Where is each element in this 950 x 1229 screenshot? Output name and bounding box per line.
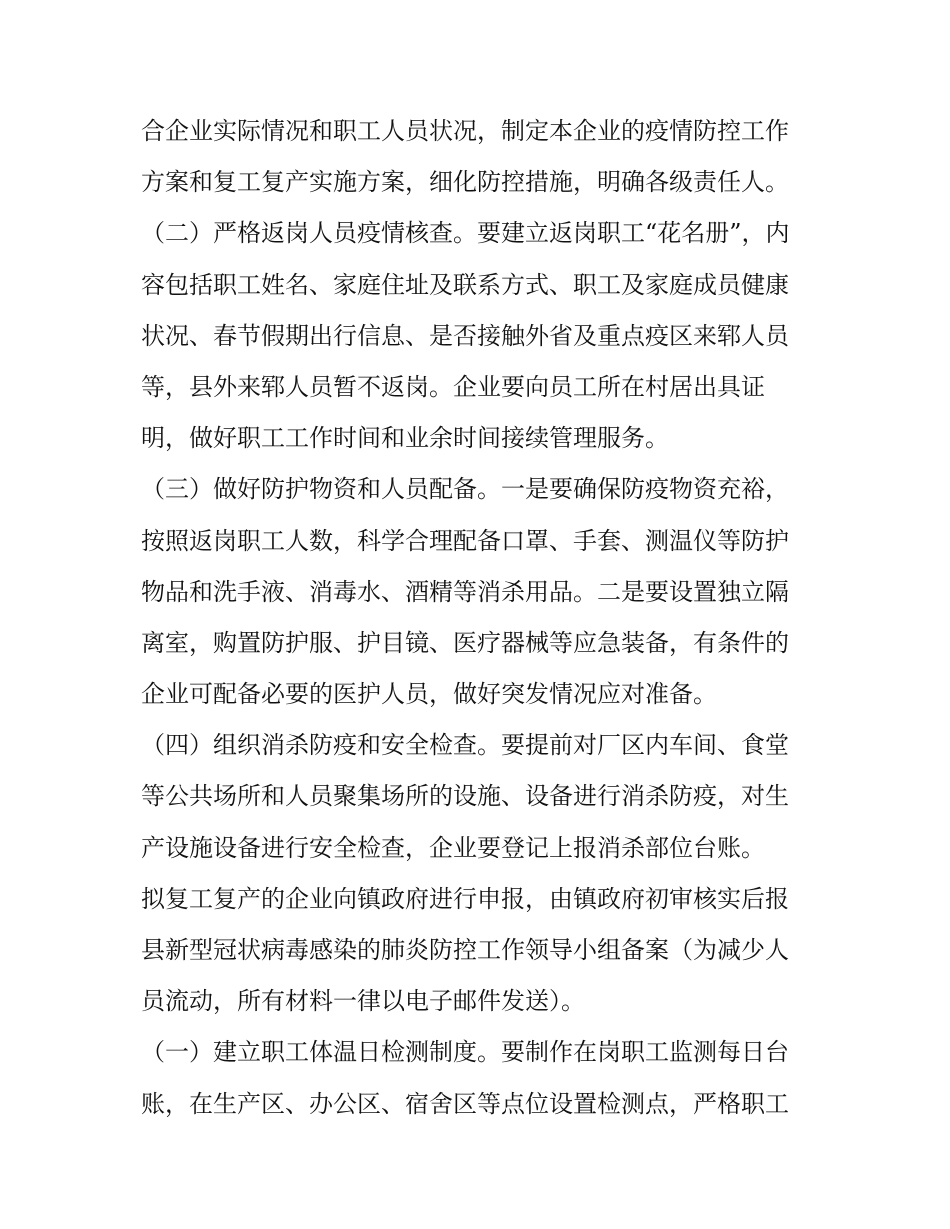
text-line: 方案和复工复产实施方案，细化防控措施，明确各级责任人。 xyxy=(141,168,789,197)
text-line: 账，在生产区、办公区、宿舍区等点位设置检测点，严格职工 xyxy=(141,1089,789,1118)
text-line: 明，做好职工工作时间和业余时间接续管理服务。 xyxy=(141,424,669,453)
text-line: 员流动，所有材料一律以电子邮件发送）。 xyxy=(141,987,585,1016)
text-line: （三）做好防护物资和人员配备。一是要确保防疫物资充裕， xyxy=(141,475,789,504)
text-line: 合企业实际情况和职工人员状况，制定本企业的疫情防控工作 xyxy=(141,117,789,145)
text-line: 按照返岗职工人数，科学合理配备口罩、手套、测温仪等防护 xyxy=(141,526,789,555)
text-line: 企业可配备必要的医护人员，做好突发情况应对准备。 xyxy=(141,680,717,709)
text-line: 拟复工复产的企业向镇政府进行申报，由镇政府初审核实后报 xyxy=(141,884,789,913)
text-line: 离室，购置防护服、护目镜、医疗器械等应急装备，有条件的 xyxy=(141,628,789,657)
text-line: 产设施设备进行安全检查，企业要登记上报消杀部位台账。 xyxy=(141,833,765,862)
text-line: （二）严格返岗人员疫情核查。要建立返岗职工“花名册”，内 xyxy=(141,219,790,248)
text-line: 物品和洗手液、消毒水、酒精等消杀用品。二是要设置独立隔 xyxy=(141,577,789,606)
text-line: 县新型冠状病毒感染的肺炎防控工作领导小组备案（为减少人 xyxy=(141,936,789,964)
document-body xyxy=(141,106,821,1130)
text-line: 等公共场所和人员聚集场所的设施、设备进行消杀防疫，对生 xyxy=(141,782,789,811)
text-line: （四）组织消杀防疫和安全检查。要提前对厂区内车间、食堂 xyxy=(141,731,789,760)
text-line: （一）建立职工体温日检测制度。要制作在岗职工监测每日台 xyxy=(141,1038,789,1067)
text-line: 容包括职工姓名、家庭住址及联系方式、职工及家庭成员健康 xyxy=(141,270,789,299)
text-line: 等，县外来郓人员暂不返岗。企业要向员工所在村居出具证 xyxy=(141,372,765,401)
text-line: 状况、春节假期出行信息、是否接触外省及重点疫区来郓人员 xyxy=(141,321,789,350)
